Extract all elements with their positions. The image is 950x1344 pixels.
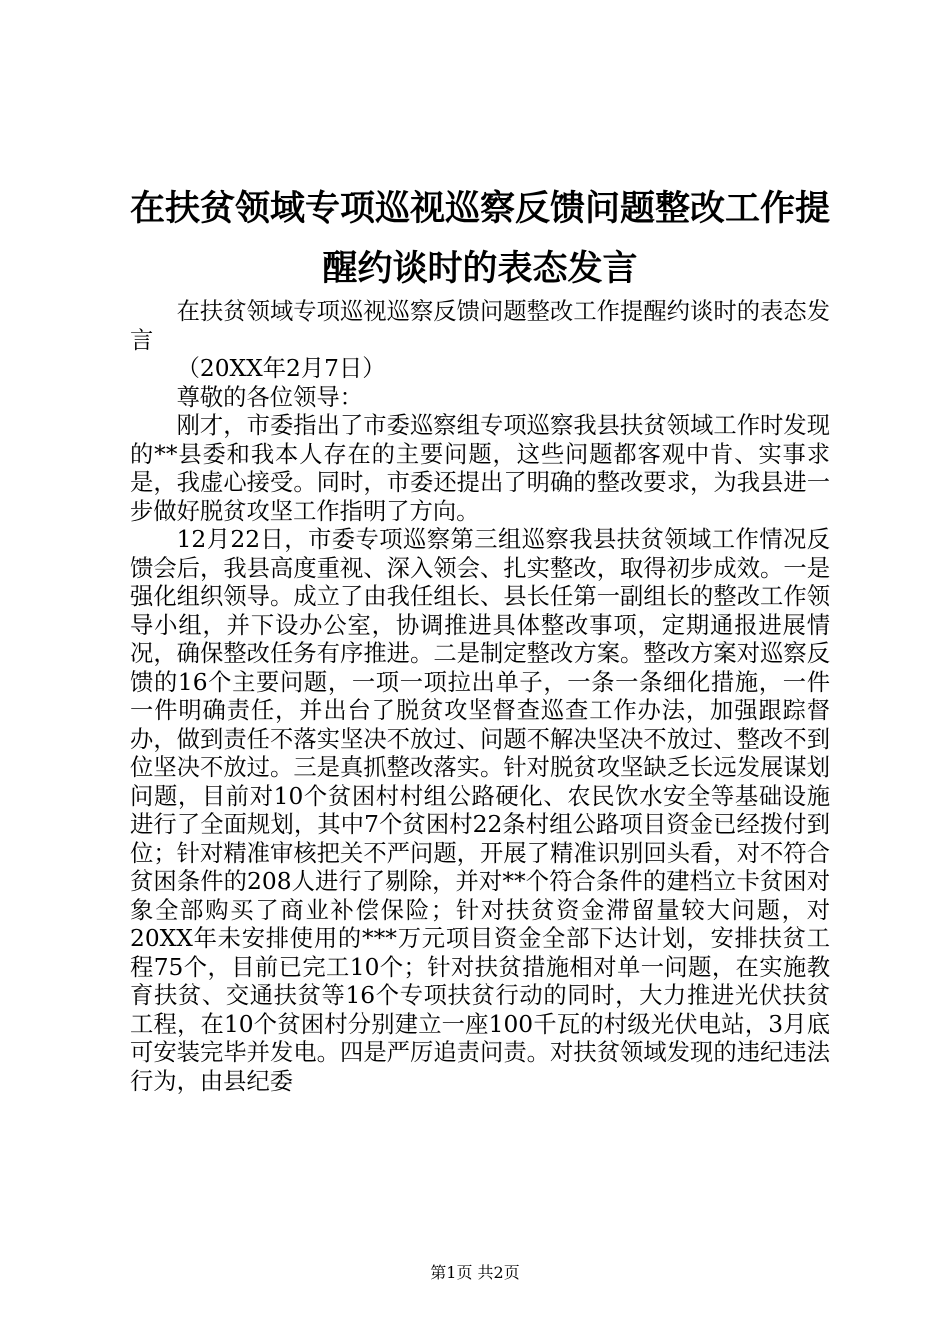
document-title-line-2: 醒约谈时的表态发言 (322, 248, 638, 289)
body-paragraph: 刚才，市委指出了市委巡察组专项巡察我县扶贫领域工作时发现的**县委和我本人存在的主要问题，这些问题都客观中肯、实事求是，我虚心接受。同时，市委还提出了明确的整改要求，为我县进一步做好脱贫攻坚工作指明了方向。 (130, 412, 830, 525)
document-body (130, 298, 830, 1096)
body-paragraph: 12月22日，市委专项巡察第三组巡察我县扶贫领域工作情况反馈会后，我县高度重视、深入领会、扎实整改，取得初步成效。一是强化组织领导。成立了由我任组长、县长任第一副组长的整改工作领导小组，并下设办公室，协调推进具体整改事项，定期通报进展情况，确保整改任务有序推进。二是制定整改方案。整改方案对巡察反馈的16个主要问题，一项一项拉出单子，一条一条细化措施，一件一件明确责任，并出台了脱贫攻坚督查巡查工作办法，加强跟踪督办，做到责任不落实坚决不放过、问题不解决坚决不放过、整改不到位坚决不放过。三是真抓整改落实。针对脱贫攻坚缺乏长远发展谋划问题，目前对10个贫困村村组公路硬化、农民饮水安全等基础设施进行了全面规划，其中7个贫困村22条村组公路项目资金已经拨付到位；针对精准审核把关不严问题，开展了精准识别回头看，对不符合贫困条件的208人进行了剔除，并对**个符合条件的建档立卡贫困对象全部购买了商业补偿保险；针对扶贫资金滞留量较大问题，对20XX年未安排使用的***万元项目资金全部下达计划，安排扶贫工程75个，目前已完工10个；针对扶贫措施相对单一问题，在实施教育扶贫、交通扶贫等16个专项扶贫行动的同时，大力推进光伏扶贫工程，在10个贫困村分别建立一座100千瓦的村级光伏电站，3月底可安装完毕并发电。四是严厉追责问责。对扶贫领域发现的违纪违法行为，由县纪委 (130, 526, 830, 1095)
body-paragraph-heading: 在扶贫领域专项巡视巡察反馈问题整改工作提醒约谈时的表态发言 (130, 298, 830, 354)
document-title-line-1: 在扶贫领域专项巡视巡察反馈问题整改工作提 (129, 188, 830, 229)
body-paragraph-date: （20XX年2月7日） (176, 355, 386, 382)
page-number-footer: 第1页 共2页 (430, 1263, 520, 1282)
body-paragraph-salutation: 尊敬的各位领导： (176, 383, 363, 411)
